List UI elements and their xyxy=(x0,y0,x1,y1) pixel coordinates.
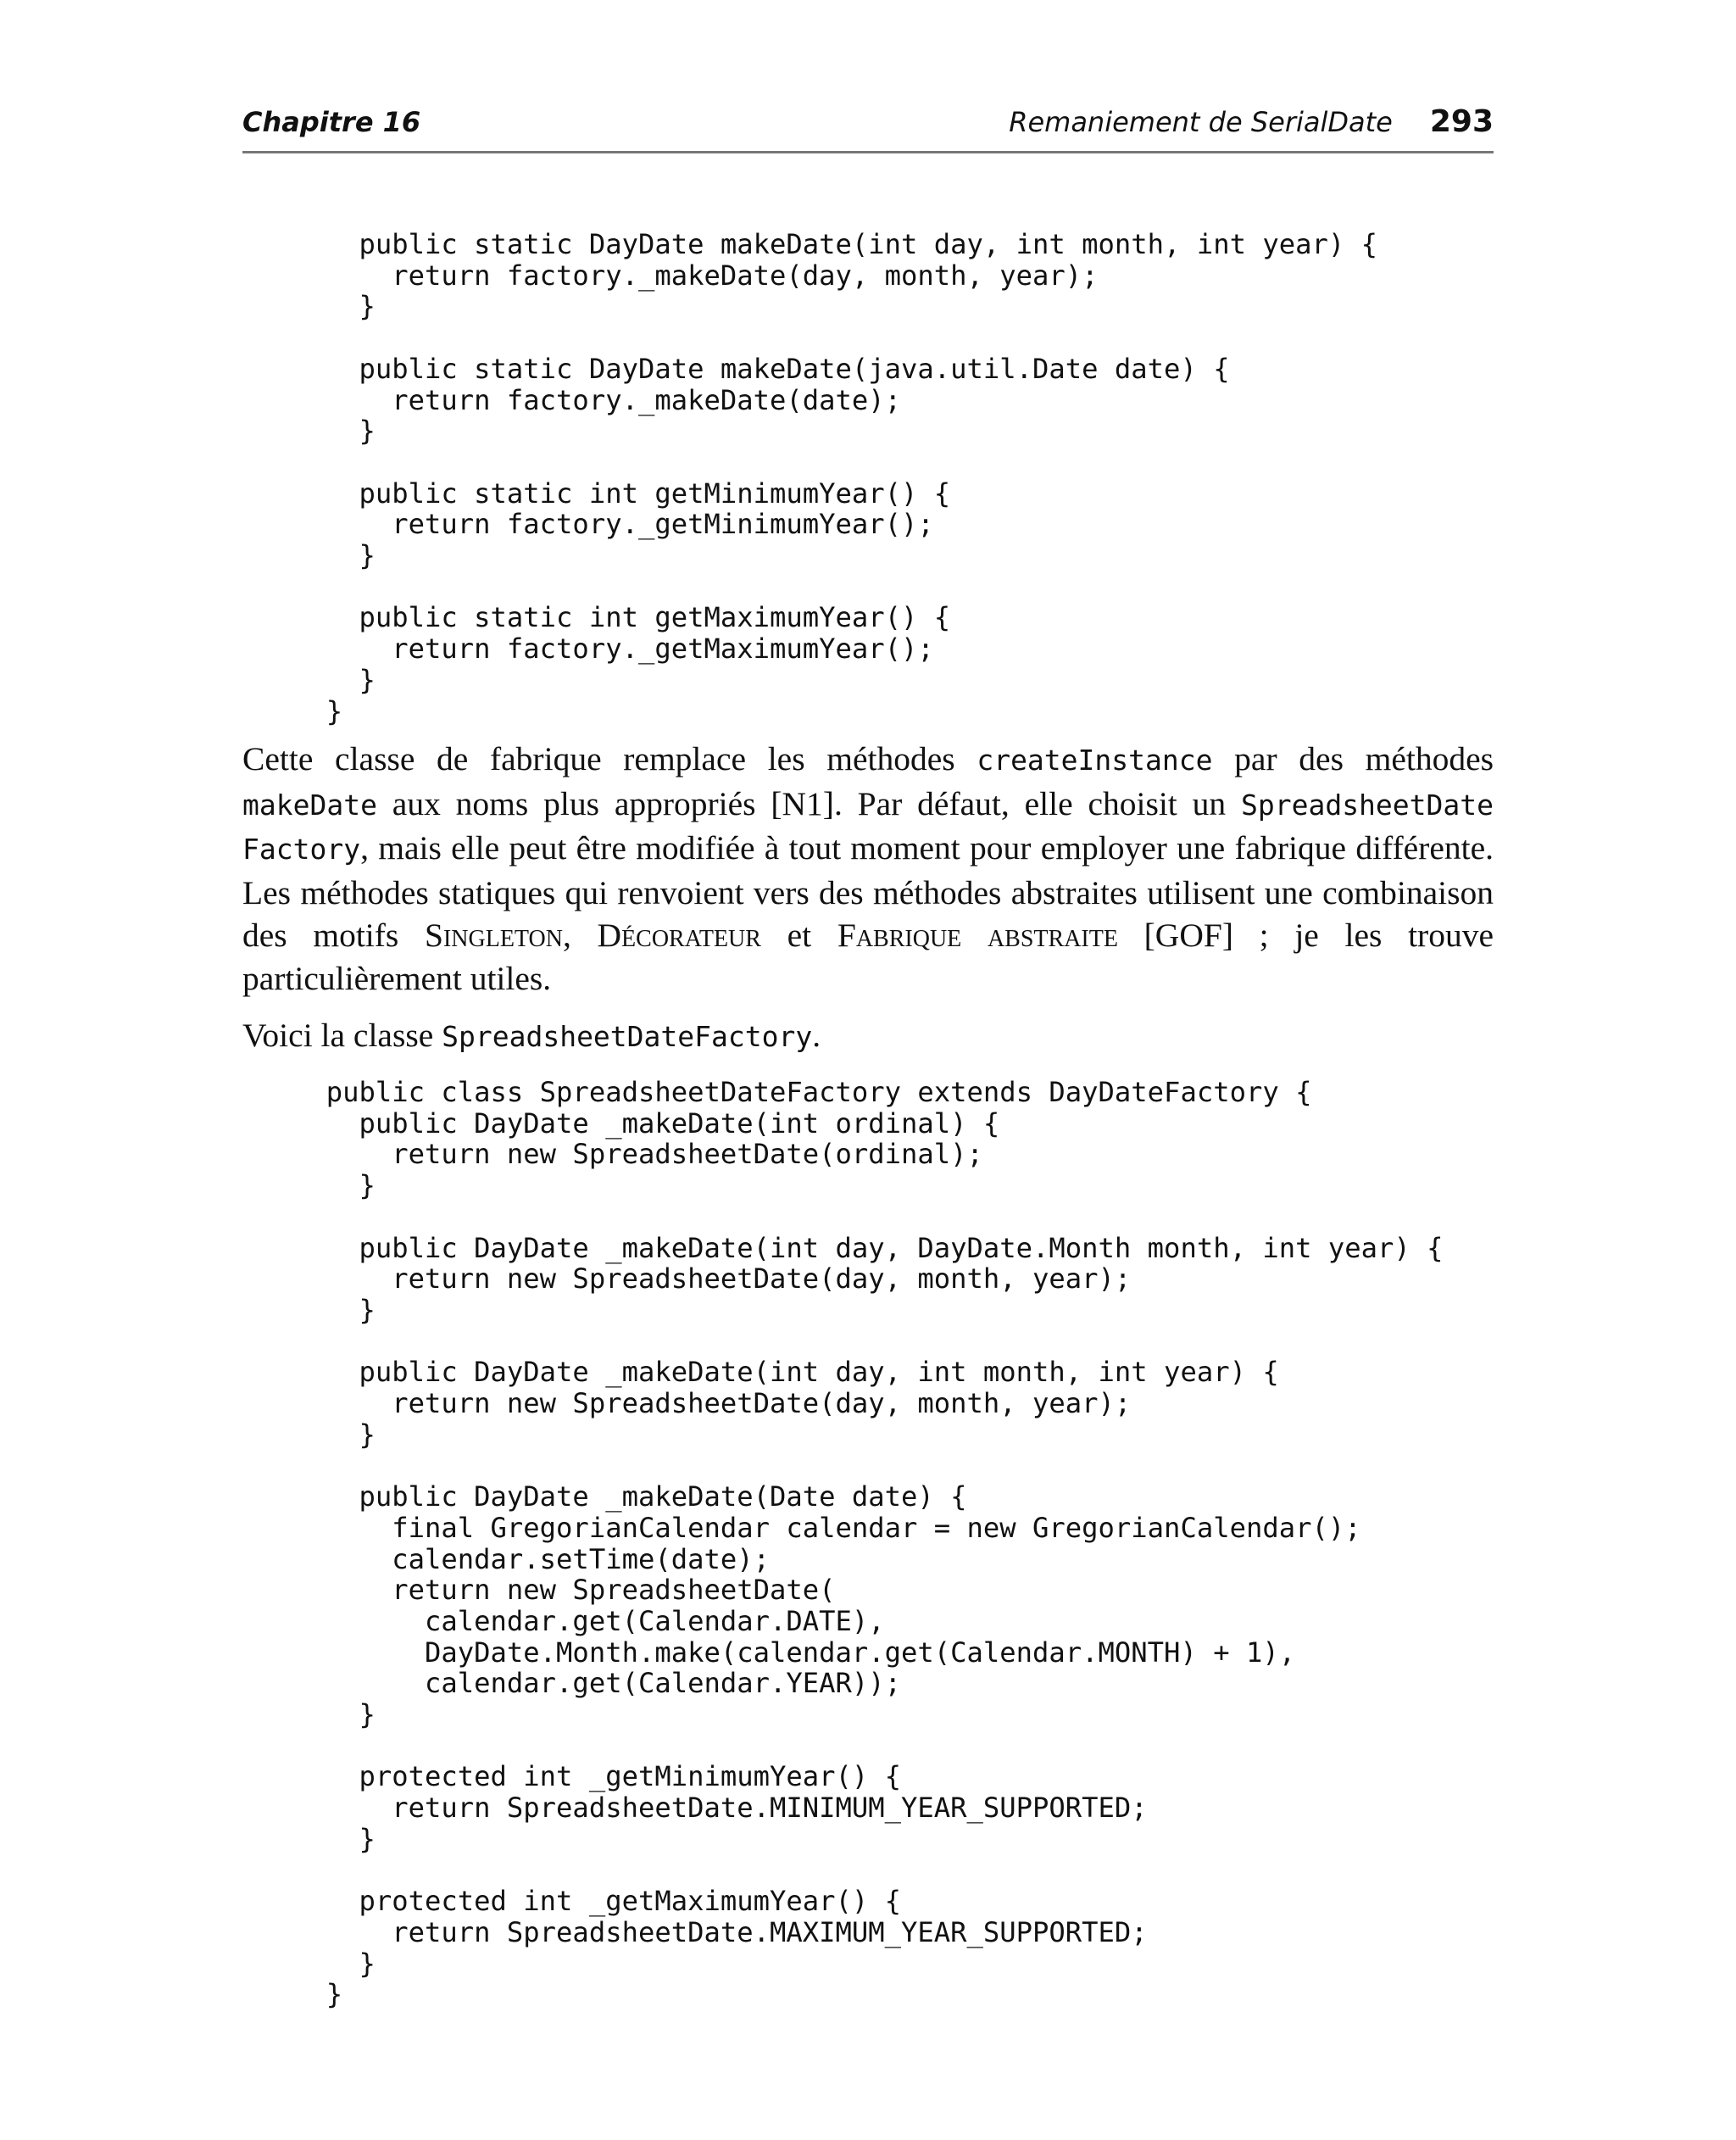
body-paragraph-1 xyxy=(242,738,1494,1000)
header-right xyxy=(1009,105,1494,139)
inline-code: SpreadsheetDateFactory xyxy=(442,1020,813,1053)
pattern-name: Fabrique abstraite xyxy=(837,917,1118,954)
chapter-title: Remaniement de SerialDate xyxy=(1009,106,1393,138)
text-run: et xyxy=(760,917,837,954)
text-run: Voici la classe xyxy=(242,1017,442,1054)
chapter-label: Chapitre 16 xyxy=(242,106,421,138)
text-run: , xyxy=(562,917,598,954)
text-run: par des méthodes xyxy=(1212,740,1494,777)
inline-code: createInstance xyxy=(976,744,1213,777)
code-block-spreadsheet-factory: public class SpreadsheetDateFactory extends DayDateFactory { public DayDate _makeDate(int ordinal) { return new SpreadsheetDate(ordinal); } public DayDate _makeDate(int day, DayDate.Month month, int year) { return new SpreadsheetDate(day, month, year); } public DayDate _makeDate(int day, int month, int year) { return new SpreadsheetDate(day, month, year); } public DayDate _makeDate(Date date) { final GregorianCalendar calendar = new GregorianCalendar(); calendar.setTime(date); return new SpreadsheetDate( calendar.get(Calendar.DATE), DayDate.Month.make(calendar.get(Calendar.MONTH) + 1), calendar.get(Calendar.YEAR)); } protected int _getMinimumYear() { return SpreadsheetDate.MINIMUM_YEAR_SUPPORTED; } protected int _getMaximumYear() { return SpreadsheetDate.MAXIMUM_YEAR_SUPPORTED; } } xyxy=(326,1076,1444,2011)
text-run: Cette classe de fabrique remplace les méthodes xyxy=(242,740,977,777)
inline-code: SpreadsheetDate Factory xyxy=(242,788,1494,866)
body-paragraph-2 xyxy=(242,1014,1494,1059)
text-run: aux noms plus appropriés [N1]. Par défaut, elle choisit un xyxy=(376,784,1241,822)
text-run: , mais elle peut être modifiée à tout moment pour employer une fabrique différente. Les méthodes statiques qui renvoient vers des méthodes abstraites utilisent une combinaison des motifs xyxy=(242,829,1494,954)
text-run: [GOF] ; je les trouve particulièrement utiles. xyxy=(242,917,1494,997)
pattern-name: Singleton xyxy=(424,917,563,954)
inline-code: makeDate xyxy=(242,788,377,822)
page-number: 293 xyxy=(1429,104,1494,139)
text-run: . xyxy=(812,1017,821,1054)
code-block-factory-methods: public static DayDate makeDate(int day, int month, int year) { return factory._makeDate(day, month, year); } public static DayDate makeDate(java.util.Date date) { return factory._makeDate(date); } public static int getMinimumYear() { return factory._getMinimumYear(); } public static int getMaximumYear() { return factory._getMaximumYear(); } } xyxy=(326,228,1377,727)
pattern-name: Décorateur xyxy=(597,917,761,954)
page-header xyxy=(242,100,1494,153)
